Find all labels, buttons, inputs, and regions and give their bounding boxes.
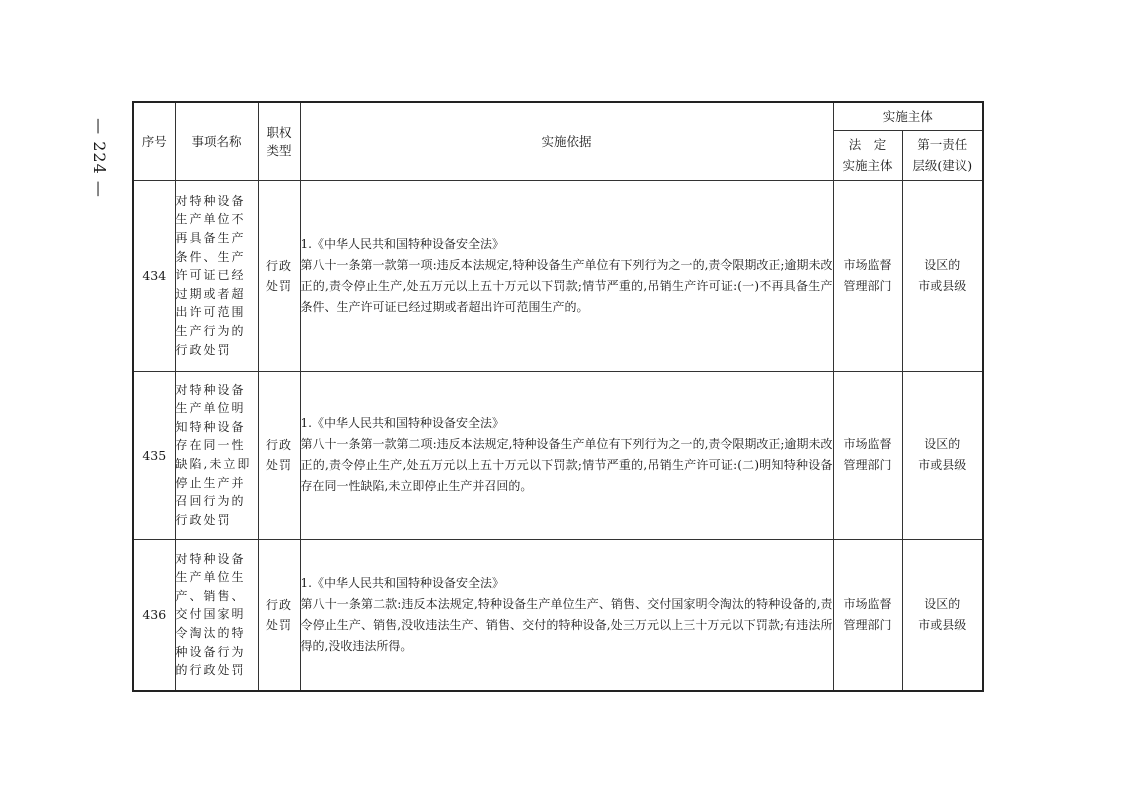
row-level-line2: 市或县级 xyxy=(918,458,967,472)
row-basis xyxy=(300,539,833,691)
page-number: — 224 — xyxy=(90,118,110,198)
header-name: 事项名称 xyxy=(175,102,258,180)
row-basis-text: 第八十一条第二款:违反本法规定,特种设备生产单位生产、销售、交付国家明令淘汰的特种设备的,责令停止生产、销售,没收违法生产、销售、交付的特种设备,处三万元以上三十万元以下罚款;有违法所得的,没收违法所得。 xyxy=(300,596,833,653)
row-authority-type xyxy=(258,539,300,691)
header-type-line1: 职权 xyxy=(266,125,292,141)
row-legal-subject xyxy=(833,539,902,691)
row-responsibility-level xyxy=(902,180,983,371)
row-level-line2: 市或县级 xyxy=(918,278,967,293)
header-legal-subject xyxy=(833,130,902,180)
row-subject-line2: 管理部门 xyxy=(843,458,892,472)
header-seq: 序号 xyxy=(133,102,175,180)
row-subject-line2: 管理部门 xyxy=(843,617,892,632)
row-basis-law: 1.《中华人民共和国特种设备安全法》 xyxy=(300,416,504,430)
row-type-line2: 处罚 xyxy=(265,278,292,293)
row-responsibility-level xyxy=(902,371,983,539)
table-row xyxy=(133,371,983,539)
row-item-name: 对特种设备生产单位明知特种设备存在同一性缺陷,未立即停止生产并召回行为的行政处罚 xyxy=(175,371,258,539)
row-item-name: 对特种设备生产单位不再具备生产条件、生产许可证已经过期或者超出许可范围生产行为的行政处罚 xyxy=(175,180,258,371)
row-authority-type xyxy=(258,371,300,539)
row-subject-line1: 市场监督 xyxy=(843,257,892,272)
row-seq: 435 xyxy=(133,371,175,539)
row-level-line1: 设区的 xyxy=(924,596,961,611)
row-basis-law: 1.《中华人民共和国特种设备安全法》 xyxy=(300,575,504,590)
row-type-line1: 行政 xyxy=(265,597,292,612)
header-type-line2: 类型 xyxy=(266,143,292,159)
row-legal-subject xyxy=(833,371,902,539)
row-basis xyxy=(300,371,833,539)
header-level-line1: 第一责任 xyxy=(917,137,968,152)
header-level-line2: 层级(建议) xyxy=(912,158,973,173)
row-type-line1: 行政 xyxy=(265,258,292,273)
header-level xyxy=(902,130,983,180)
row-type-line2: 处罚 xyxy=(265,458,292,472)
header-basis: 实施依据 xyxy=(300,102,833,180)
row-seq: 436 xyxy=(133,539,175,691)
row-responsibility-level xyxy=(902,539,983,691)
header-type xyxy=(258,102,300,180)
row-basis-law: 1.《中华人民共和国特种设备安全法》 xyxy=(300,236,504,251)
row-level-line2: 市或县级 xyxy=(918,617,967,632)
header-legal-line2: 实施主体 xyxy=(842,158,893,173)
row-type-line2: 处罚 xyxy=(265,617,292,632)
row-subject-line2: 管理部门 xyxy=(843,278,892,293)
row-item-name: 对特种设备生产单位生产、销售、交付国家明令淘汰的特种设备行为的行政处罚 xyxy=(175,539,258,691)
row-basis-text: 第八十一条第一款第二项:违反本法规定,特种设备生产单位有下列行为之一的,责令限期改正;逾期未改正的,责令停止生产,处五万元以上五十万元以下罚款;情节严重的,吊销生产许可证:(二)明知特种设备存在同一性缺陷,未立即停止生产并召回的。 xyxy=(300,437,833,493)
row-level-line1: 设区的 xyxy=(924,437,961,451)
table-row xyxy=(133,539,983,691)
row-subject-line1: 市场监督 xyxy=(843,596,892,611)
row-seq: 434 xyxy=(133,180,175,371)
row-legal-subject xyxy=(833,180,902,371)
enforcement-items-table xyxy=(132,101,984,692)
header-legal-line1: 法 定 xyxy=(848,137,887,152)
row-basis-text: 第八十一条第一款第一项:违反本法规定,特种设备生产单位有下列行为之一的,责令限期改正;逾期未改正的,责令停止生产,处五万元以上五十万元以下罚款;情节严重的,吊销生产许可证:(一)不再具备生产条件、生产许可证已经过期或者超出许可范围生产的。 xyxy=(300,257,833,314)
row-type-line1: 行政 xyxy=(265,438,292,452)
row-basis xyxy=(300,180,833,371)
row-subject-line1: 市场监督 xyxy=(843,437,892,451)
header-subject-group: 实施主体 xyxy=(833,102,983,130)
row-level-line1: 设区的 xyxy=(924,257,961,272)
table-row xyxy=(133,180,983,371)
row-authority-type xyxy=(258,180,300,371)
